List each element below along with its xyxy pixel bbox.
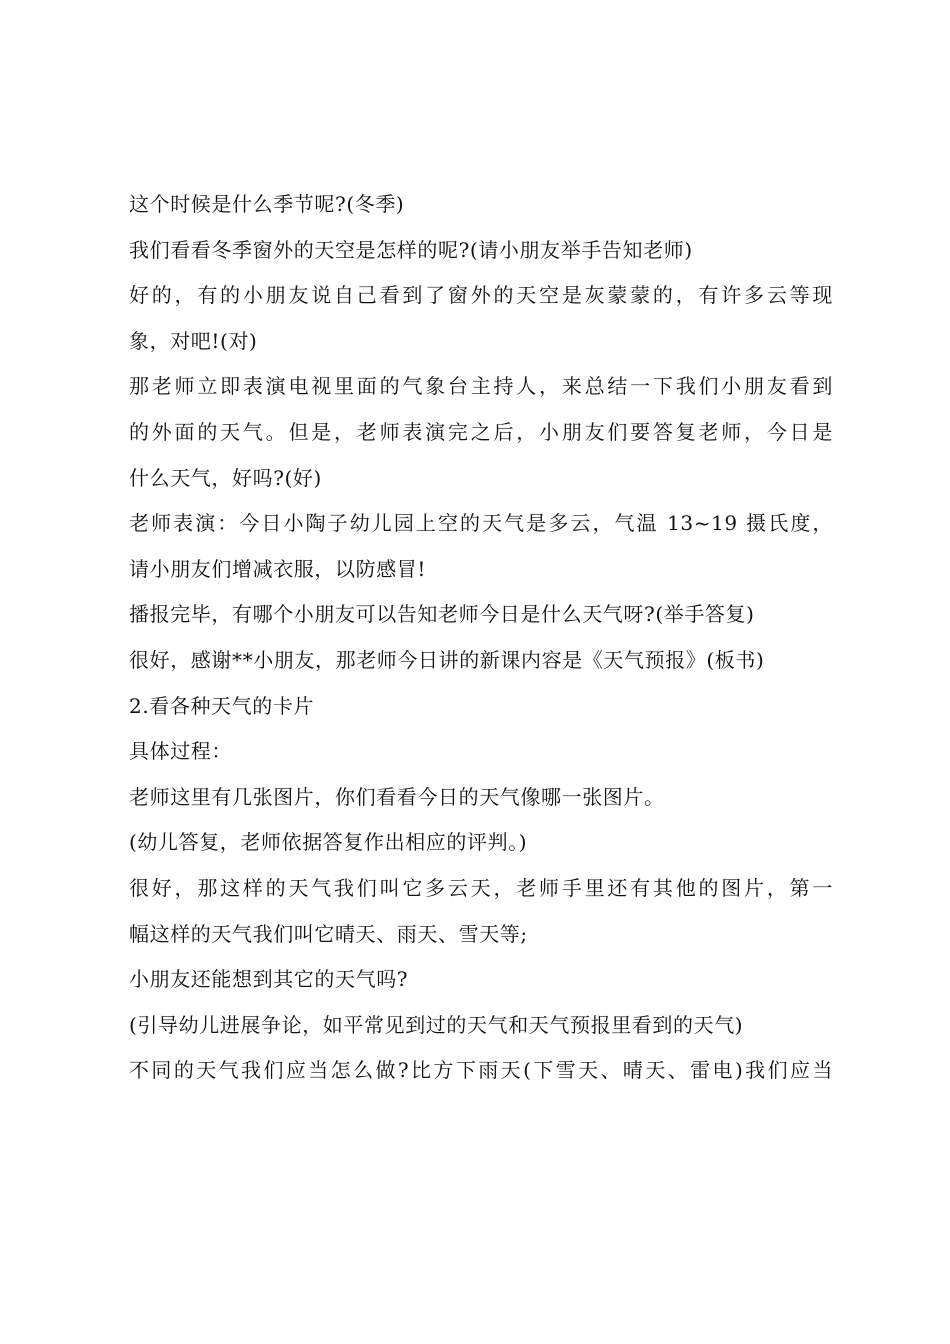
text-line: 什么天气，好吗?(好) [129,465,322,490]
text-line: 老师这里有几张图片，你们看看今日的天气像哪一张图片。 [129,784,665,809]
text-line: 具体过程： [129,739,232,764]
text-line: 很好，那这样的天气我们叫它多云天，老师手里还有其他的图片，第一 [129,875,833,900]
text-line: 好的，有的小朋友说自己看到了窗外的天空是灰蒙蒙的，有许多云等现 [129,283,833,308]
text-line: 象，对吧!(对) [129,328,258,353]
text-line: 很好，感谢**小朋友，那老师今日讲的新课内容是《天气预报》(板书) [129,647,765,672]
text-line: 播报完毕，有哪个小朋友可以告知老师今日是什么天气呀?(举手答复) [129,602,755,627]
section-heading: 2.看各种天气的卡片 [129,693,315,718]
text-line: 的外面的天气。但是，老师表演完之后，小朋友们要答复老师，今日是 [129,419,833,444]
text-line: (引导幼儿进展争论，如平常见到过的天气和天气预报里看到的天气) [129,1012,744,1037]
text-line: 这个时候是什么季节呢?(冬季) [129,192,405,216]
text-line: 幅这样的天气我们叫它晴天、雨天、雪天等; [129,921,528,946]
text-line: 小朋友还能想到其它的天气吗? [129,967,409,992]
text-line: 请小朋友们增减衣服，以防感冒! [129,556,427,581]
document-body [129,188,833,1100]
text-line: 不同的天气我们应当怎么做?比方下雨天(下雪天、晴天、雷电)我们应当 [129,1058,833,1083]
text-line: 老师表演：今日小陶子幼儿园上空的天气是多云，气温 13~19 摄氏度， [129,511,833,536]
text-line: 我们看看冬季窗外的天空是怎样的呢?(请小朋友举手告知老师) [129,237,693,262]
text-line: (幼儿答复，老师依据答复作出相应的评判。) [129,830,528,855]
text-line: 那老师立即表演电视里面的气象台主持人，来总结一下我们小朋友看到 [129,374,833,399]
